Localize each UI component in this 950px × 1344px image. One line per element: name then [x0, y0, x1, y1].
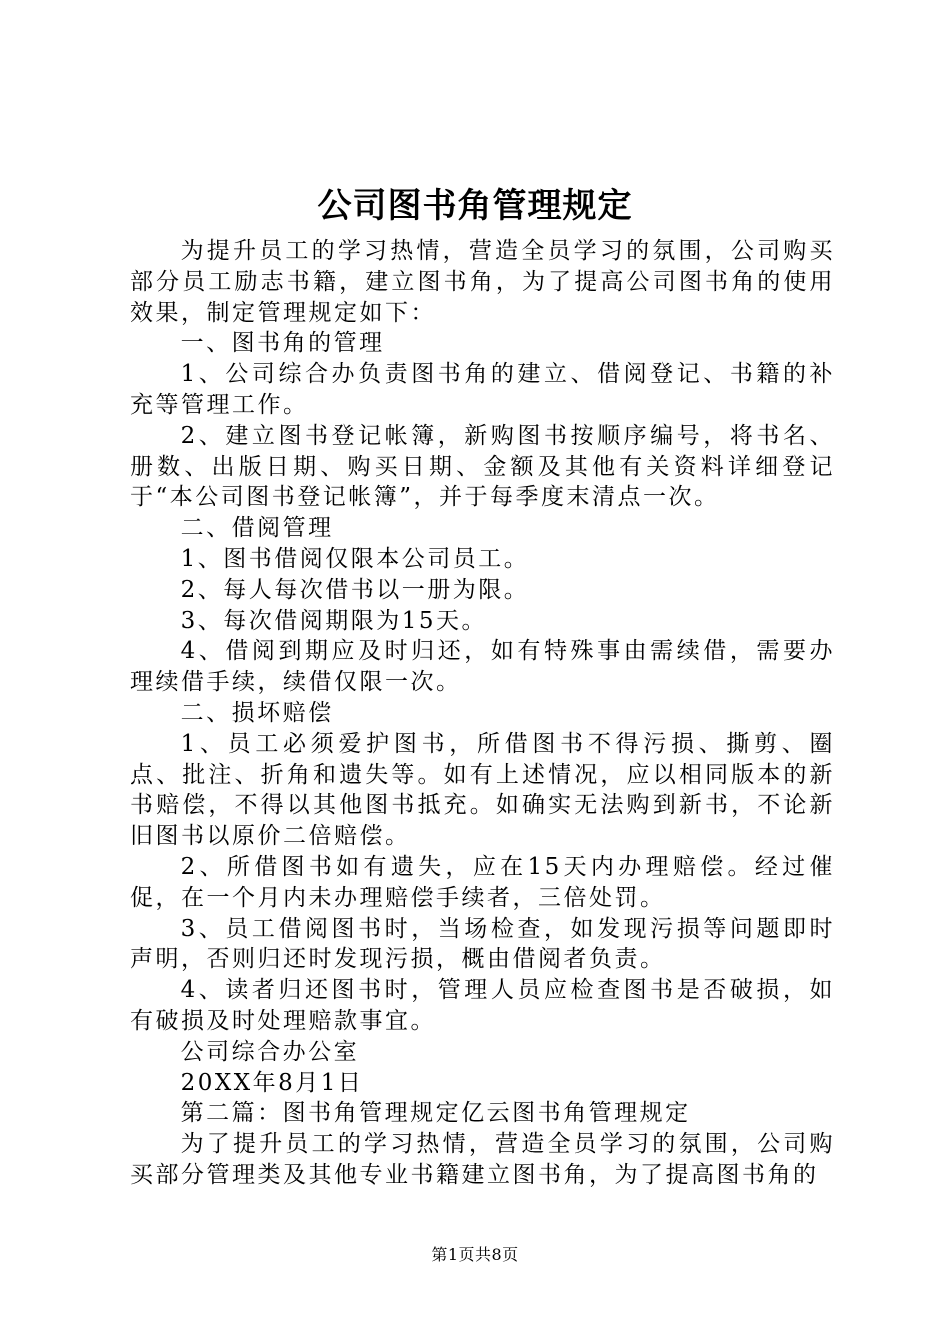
document-body: [130, 236, 835, 1191]
paragraph-borrowing-4: 4、借阅到期应及时归还，如有特殊事由需续借，需要办理续借手续，续借仅限一次。: [130, 638, 835, 696]
paragraph-borrowing-3: 3、每次借阅期限为15天。: [180, 607, 487, 634]
section-heading-management: 一、图书角的管理: [180, 330, 385, 357]
paragraph-borrowing-1: 1、图书借阅仅限本公司员工。: [180, 545, 530, 572]
paragraph-intro: 为提升员工的学习热情，营造全员学习的氛围，公司购买部分员工励志书籍，建立图书角，为了提高公司图书角的使用效果，制定管理规定如下：: [130, 238, 835, 326]
paragraph-damage-4: 4、读者归还图书时，管理人员应检查图书是否破损，如有破损及时处理赔款事宜。: [130, 977, 835, 1034]
second-article-heading: 第二篇：图书角管理规定亿云图书角管理规定: [180, 1100, 691, 1127]
signature-date: 20XX年8月1日: [180, 1069, 364, 1096]
paragraph-second-intro: 为了提升员工的学习热情，营造全员学习的氛围，公司购买部分管理类及其他专业书籍建立图书角，为了提高图书角的: [130, 1131, 835, 1188]
section-heading-damage: 二、损坏赔偿: [180, 699, 334, 726]
section-heading-borrowing: 二、借阅管理: [180, 515, 334, 542]
page-footer: [0, 1244, 950, 1266]
signature-department: 公司综合办公室: [180, 1038, 360, 1065]
page-total: 共8页: [475, 1245, 519, 1264]
paragraph-damage-1: 1、员工必须爱护图书，所借图书不得污损、撕剪、圈点、批注、折角和遗失等。如有上述情况，应以相同版本的新书赔偿，不得以其他图书抵充。如确实无法购到新书，不论新旧图书以原价二倍赔偿。: [130, 730, 835, 850]
paragraph-management-2: 2、建立图书登记帐簿，新购图书按顺序编号，将书名、册数、出版日期、购买日期、金额及其他有关资料详细登记于“本公司图书登记帐簿”，并于每季度末清点一次。: [130, 422, 835, 511]
page-number: 第1页: [431, 1245, 475, 1264]
document-title: 公司图书角管理规定: [317, 186, 633, 226]
paragraph-management-1: 1、公司综合办负责图书角的建立、借阅登记、书籍的补充等管理工作。: [130, 361, 835, 418]
paragraph-borrowing-2: 2、每人每次借书以一册为限。: [180, 576, 530, 603]
paragraph-damage-2: 2、所借图书如有遗失，应在15天内办理赔偿。经过催促，在一个月内未办理赔偿手续者，三倍处罚。: [130, 853, 835, 911]
paragraph-damage-3: 3、员工借阅图书时，当场检查，如发现污损等问题即时声明，否则归还时发现污损，概由借阅者负责。: [130, 915, 835, 973]
